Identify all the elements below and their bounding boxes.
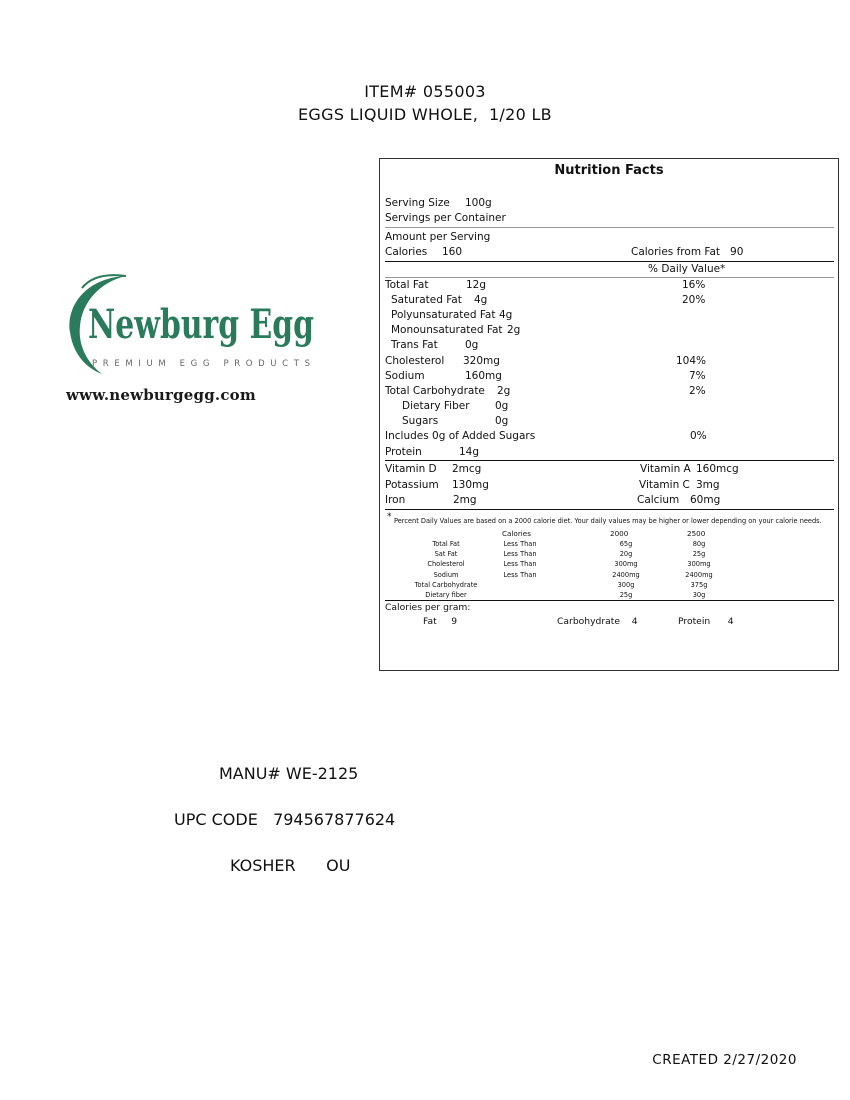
sodium-value: 160mg [465,370,502,382]
serving-size-label: Serving Size [385,197,450,209]
dv-row-limit: Less Than [503,560,537,569]
footnote-text: Percent Daily Values are based on a 2000 calorie diet. Your daily values may be higher or lower depending on your calorie needs. [394,517,822,525]
nutrition-title: Nutrition Facts [554,163,664,178]
serving-size-value: 100g [465,197,492,209]
dv-row-label: Cholesterol [427,560,465,569]
footnote-star: * [387,512,392,522]
dv-row-2500: 30g [692,591,706,599]
dv-row-limit: Less Than [503,570,537,579]
cholesterol-value: 320mg [463,355,500,367]
trans-fat-value: 0g [465,339,479,351]
per-gram-carbohydrate: Carbohydrate 4 [557,616,638,627]
protein-value: 14g [459,446,480,458]
dv-row-2000: 25g [619,591,633,599]
dv-row-2500: 80g [692,540,706,548]
divider [385,261,834,262]
divider [385,509,834,510]
dv-row-2500: 2400mg [685,570,713,579]
trans-fat-label: Trans Fat [391,339,438,351]
monounsaturated-fat-label: Monounsaturated Fat [391,324,503,336]
servings-per-container: Servings per Container [385,212,506,224]
vitamin-d-value: 2mcg [452,463,482,475]
logo-tagline: PREMIUM EGG PRODUCTS [92,359,314,369]
logo-brand-text: Newburg Egg [88,301,315,348]
dv-row-2500: 300mg [687,560,711,569]
dv-row-2000: 65g [619,540,633,548]
calories-value: 160 [442,246,463,258]
potassium-label: Potassium [385,479,439,491]
dv-row-2500: 25g [692,550,706,559]
logo-graphic [64,268,324,378]
dv-row-label: Total Fat [432,540,460,548]
per-gram-protein: Protein 4 [678,616,734,627]
total-fat-dv: 16% [682,279,706,291]
calories-per-gram-label: Calories per gram: [385,602,471,613]
divider [385,227,834,228]
dv-row-label: Total Carbohydrate [414,580,478,589]
saturated-fat-value: 4g [474,294,488,306]
sodium-label: Sodium [385,370,425,382]
dv-row-2000: 20g [619,550,633,559]
vitamin-d-label: Vitamin D [385,463,437,475]
dv-row-2000: 300g [617,580,635,589]
vitamin-c-value: 3mg [696,479,720,491]
dietary-fiber-label: Dietary Fiber [402,400,470,412]
dv-row-2000: 300mg [614,560,638,569]
dv-row-limit: Less Than [503,540,537,548]
product-name: EGGS LIQUID WHOLE, 1/20 LB [298,105,552,124]
dv-table-2500-header: 2500 [687,529,706,538]
nutrition-facts-panel [379,158,839,671]
iron-value: 2mg [453,494,477,506]
vitamin-a-value: 160mcg [696,463,739,475]
brand-logo [64,268,324,378]
total-carbohydrate-value: 2g [497,385,511,397]
dv-row-limit: Less Than [503,550,537,559]
total-carbohydrate-label: Total Carbohydrate [385,385,485,397]
sodium-dv: 7% [689,370,706,382]
vitamin-c-label: Vitamin C [639,479,690,491]
calcium-value: 60mg [690,494,721,506]
created-date: CREATED 2/27/2020 [652,1052,797,1068]
upc-code: UPC CODE 794567877624 [174,810,396,829]
added-sugars-label: Includes 0g of Added Sugars [385,430,536,442]
protein-label: Protein [385,446,422,458]
total-fat-value: 12g [466,279,487,291]
dv-row-2000: 2400mg [612,570,640,579]
saturated-fat-label: Saturated Fat [391,294,462,306]
dv-row-label: Sat Fat [434,550,458,559]
potassium-value: 130mg [452,479,489,491]
saturated-fat-dv: 20% [682,294,706,306]
calories-from-fat: Calories from Fat 90 [631,246,744,258]
iron-label: Iron [385,494,406,506]
item-number: ITEM# 055003 [364,82,486,101]
added-sugars-dv: 0% [690,430,707,442]
divider [385,460,834,461]
manufacturer-number: MANU# WE-2125 [219,764,359,783]
dv-table-calories-header: Calories [502,529,531,538]
cholesterol-label: Cholesterol [385,355,445,367]
monounsaturated-fat-value: 2g [507,324,521,336]
calories-label: Calories [385,246,428,258]
polyunsaturated-fat-label: Polyunsaturated Fat [391,309,496,321]
dv-row-label: Sodium [433,570,459,579]
polyunsaturated-fat-value: 4g [499,309,513,321]
sugars-label: Sugars [402,415,439,427]
total-fat-label: Total Fat [385,279,429,291]
per-gram-fat: Fat 9 [423,616,458,627]
dv-table-2000-header: 2000 [610,529,629,538]
dv-row-label: Dietary fiber [425,591,467,599]
divider [385,277,834,278]
dv-row-2500: 375g [690,580,708,589]
vitamin-a-label: Vitamin A [640,463,691,475]
daily-value-header: % Daily Value* [648,263,726,275]
kosher-certification: KOSHER OU [230,856,351,875]
cholesterol-dv: 104% [676,355,707,367]
amount-per-serving: Amount per Serving [385,231,491,243]
website-url: www.newburgegg.com [66,386,256,404]
total-carbohydrate-dv: 2% [689,385,706,397]
calcium-label: Calcium [637,494,680,506]
sugars-value: 0g [495,415,509,427]
dietary-fiber-value: 0g [495,400,509,412]
